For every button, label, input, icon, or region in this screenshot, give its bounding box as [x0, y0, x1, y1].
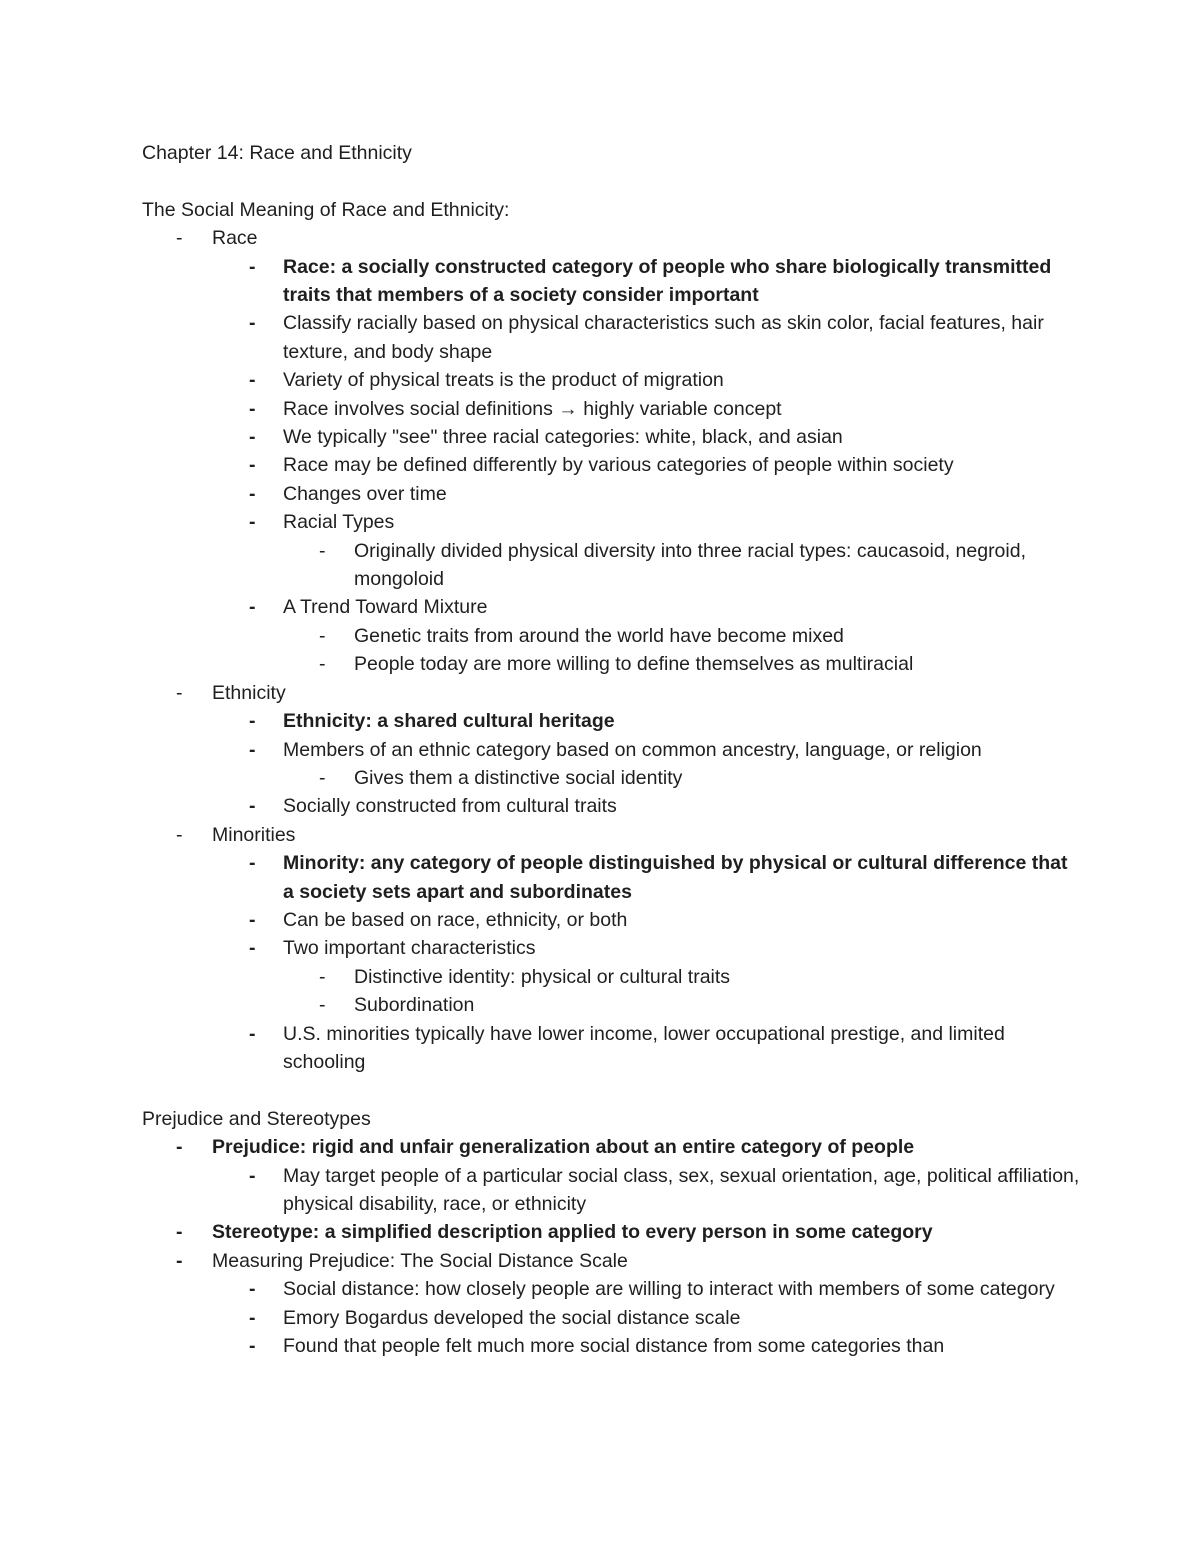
bullet-dash: -	[249, 1306, 256, 1329]
list-item	[142, 309, 1082, 366]
bullet-dash: -	[249, 255, 256, 278]
list-item-text: Stereotype: a simplified description applied to every person in some category	[212, 1221, 933, 1244]
bullet-dash: -	[249, 596, 256, 619]
list-item	[142, 253, 1082, 310]
bullet-dash: -	[249, 511, 256, 534]
list-item-text: Two important characteristics	[283, 937, 536, 960]
list-item	[142, 593, 1082, 621]
list-item-text: People today are more willing to define themselves as multiracial	[354, 653, 914, 676]
bullet-dash: -	[249, 1335, 256, 1358]
list-item	[142, 764, 1082, 792]
list-item	[142, 821, 1082, 849]
list-item	[142, 1247, 1082, 1275]
bullet-dash: -	[176, 681, 183, 704]
list-item	[142, 1304, 1082, 1332]
list-item-text: Minority: any category of people distinguished by physical or cultural difference that a society sets apart and subordinates	[283, 852, 1068, 903]
list-item	[142, 679, 1082, 707]
bullet-dash: -	[319, 653, 326, 676]
list-item-text: Ethnicity	[212, 681, 286, 704]
list-item	[142, 224, 1082, 252]
list-item-text: Subordination	[354, 994, 475, 1017]
bullet-dash: -	[249, 1278, 256, 1301]
list-item-text: A Trend Toward Mixture	[283, 596, 488, 619]
bullet-dash: -	[249, 369, 256, 392]
bullet-dash: -	[319, 994, 326, 1017]
bullet-dash: -	[249, 1022, 256, 1045]
list-item-text: Classify racially based on physical characteristics such as skin color, facial features, hair texture, and body shape	[283, 312, 1044, 363]
list-item	[142, 707, 1082, 735]
list-item-text: Socially constructed from cultural traits	[283, 795, 617, 818]
list-item-text: Race	[212, 227, 258, 250]
bullet-dash: -	[319, 624, 326, 647]
outline-list-prejudice	[142, 1133, 1082, 1360]
list-item	[142, 736, 1082, 764]
bullet-dash: -	[249, 852, 256, 875]
section-heading-prejudice: Prejudice and Stereotypes	[142, 1107, 371, 1130]
list-item-text: Originally divided physical diversity into three racial types: caucasoid, negroid, mongoloid	[354, 539, 1026, 591]
list-item-text: Distinctive identity: physical or cultural traits	[354, 965, 731, 988]
bullet-dash: -	[176, 1221, 183, 1244]
list-item-text: Found that people felt much more social distance from some categories than	[283, 1335, 945, 1358]
bullet-dash: -	[249, 482, 256, 505]
list-item-text: Racial Types	[283, 511, 395, 534]
bullet-dash: -	[319, 539, 326, 562]
list-item-text: We typically "see" three racial categories: white, black, and asian	[283, 426, 843, 449]
bullet-dash: -	[319, 766, 326, 789]
list-item-text: U.S. minorities typically have lower income, lower occupational prestige, and limited schooling	[283, 1022, 1005, 1073]
bullet-dash: -	[249, 795, 256, 818]
list-item	[142, 1162, 1082, 1219]
list-item	[142, 1020, 1082, 1077]
list-item-text: Members of an ethnic category based on common ancestry, language, or religion	[283, 738, 982, 761]
list-item	[142, 508, 1082, 536]
list-item	[142, 622, 1082, 650]
list-item-text: Variety of physical treats is the product of migration	[283, 369, 724, 392]
bullet-dash: -	[249, 1164, 256, 1187]
list-item	[142, 991, 1082, 1019]
list-item	[142, 1218, 1082, 1246]
list-item-text: Race may be defined differently by various categories of people within society	[283, 454, 954, 477]
list-item-text: Race involves social definitions → highly variable concept	[283, 397, 782, 420]
list-item	[142, 934, 1082, 962]
bullet-dash: -	[176, 1136, 183, 1159]
section-heading-social-meaning: The Social Meaning of Race and Ethnicity:	[142, 198, 510, 221]
list-item	[142, 963, 1082, 991]
bullet-dash: -	[176, 1249, 183, 1272]
list-item-text: Measuring Prejudice: The Social Distance Scale	[212, 1249, 628, 1272]
bullet-dash: -	[249, 397, 256, 420]
list-item-text: Race: a socially constructed category of people who share biologically transmitted traits that members of a society consider important	[283, 255, 1052, 306]
bullet-dash: -	[319, 965, 326, 988]
list-item	[142, 366, 1082, 394]
list-item	[142, 423, 1082, 451]
bullet-dash: -	[249, 426, 256, 449]
list-item	[142, 1133, 1082, 1161]
outline-list-social-meaning	[142, 224, 1082, 1076]
list-item	[142, 906, 1082, 934]
list-item	[142, 650, 1082, 678]
list-item-text: Changes over time	[283, 482, 447, 505]
bullet-dash: -	[176, 823, 183, 846]
document-page	[142, 139, 1082, 1360]
bullet-dash: -	[249, 454, 256, 477]
bullet-dash: -	[249, 710, 256, 733]
bullet-dash: -	[249, 312, 256, 335]
list-item-text: Social distance: how closely people are willing to interact with members of some category	[283, 1278, 1055, 1301]
spacer	[142, 167, 1082, 195]
list-item	[142, 537, 1082, 594]
list-item	[142, 451, 1082, 479]
spacer	[142, 1076, 1082, 1104]
list-item	[142, 1332, 1082, 1360]
list-item	[142, 395, 1082, 423]
list-item-text: Prejudice: rigid and unfair generalization about an entire category of people	[212, 1136, 915, 1159]
list-item-text: Emory Bogardus developed the social distance scale	[283, 1306, 741, 1329]
bullet-dash: -	[249, 738, 256, 761]
list-item	[142, 1275, 1082, 1303]
bullet-dash: -	[249, 937, 256, 960]
list-item-text: May target people of a particular social class, sex, sexual orientation, age, political affiliation, physical disability, race, or ethnicity	[283, 1164, 1080, 1215]
document-title: Chapter 14: Race and Ethnicity	[142, 142, 412, 164]
bullet-dash: -	[176, 227, 183, 250]
list-item	[142, 849, 1082, 906]
list-item-text: Ethnicity: a shared cultural heritage	[283, 710, 615, 733]
list-item-text: Can be based on race, ethnicity, or both	[283, 908, 628, 931]
list-item-text: Genetic traits from around the world have become mixed	[354, 624, 844, 647]
bullet-dash: -	[249, 908, 256, 931]
list-item	[142, 480, 1082, 508]
list-item-text: Gives them a distinctive social identity	[354, 766, 683, 789]
list-item	[142, 792, 1082, 820]
list-item-text: Minorities	[212, 823, 296, 846]
